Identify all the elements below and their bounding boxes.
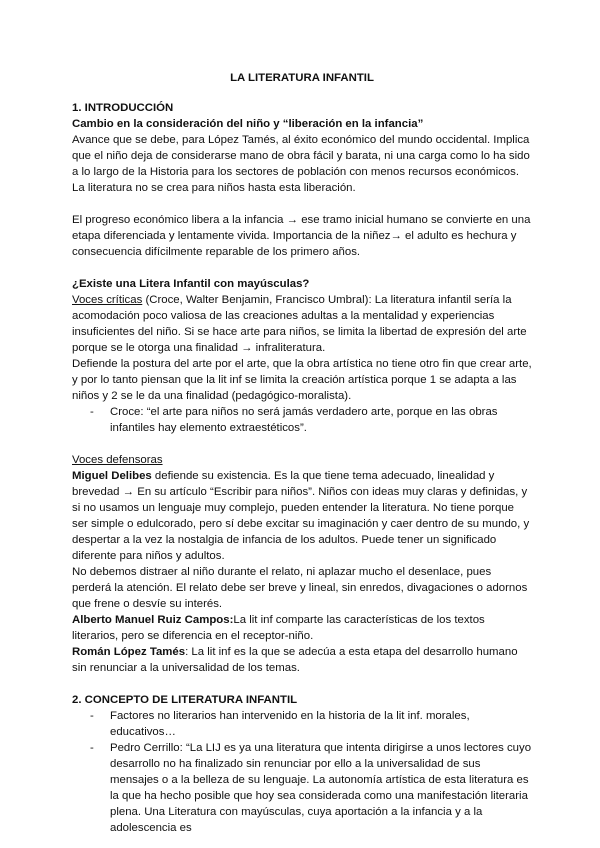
croce-list: [72, 404, 532, 436]
spacer: [72, 436, 532, 452]
voces-defensoras-heading: [72, 452, 532, 468]
list-item: - Factores no literarios han intervenido en la historia de la lit inf. morales, educativos…: [110, 708, 532, 740]
paragraph-distraer: No debemos distraer al niño durante el relato, ni aplazar mucho el desenlace, pues perderá la atención. El relato debe ser breve y lineal, sin enredos, divagaciones o adornos que frene o desvíe su interés.: [72, 566, 528, 610]
spacer: [72, 196, 532, 212]
paragraph-defiende: Defiende la postura del arte por el arte, que la obra artística no tiene otro fin que crear arte, y por lo tanto piensan que la lit inf se limita la creación artística porque 1 se adapta a las niños y 2 se le da una finalidad (pedagógico-moralista).: [72, 358, 532, 402]
lopez-tames-text: : La lit inf es la que se adecúa a esta etapa del desarrollo humano sin renunciar a la universalidad de los temas.: [72, 646, 518, 674]
lopez-tames-name: Román López Tamés: [72, 646, 186, 658]
paragraph-delibes: [72, 468, 532, 564]
voces-criticas-text: (Croce, Walter Benjamin, Francisco Umbral): La literatura infantil sería la acomodación poco valiosa de las creaciones adultas a la mentalidad y experiencias insuficientes del niño. Si se hace arte para niños, se limita la libertad de expresión del arte porque se le otorga una finalidad → infraliteratura.: [72, 294, 527, 354]
delibes-name: Miguel Delibes: [72, 470, 152, 482]
voces-defensoras-label: Voces defensoras: [72, 454, 163, 466]
voces-criticas-label: Voces críticas: [72, 294, 143, 306]
list-item: - Pedro Cerrillo: “La LIJ es ya una literatura que intenta dirigirse a unos lectores cuyo desarrollo no ha finalizado sin renunciar por ello a la universalidad de sus mensajes o a la belleza de su lenguaje. La autonomía artística de esta literatura es la que ha hecho posible que hoy sea considerada como una manifestación literaria plena. Una Literatura con mayúsculas, cuya aportación a la infancia y a la adolescencia es: [110, 740, 532, 836]
question-heading: ¿Existe una Litera Infantil con mayúsculas?: [72, 278, 310, 290]
ruiz-campos-name: Alberto Manuel Ruiz Campos:: [72, 614, 234, 626]
spacer: [72, 260, 532, 276]
section-heading-concepto: 2. CONCEPTO DE LITERATURA INFANTIL: [72, 694, 298, 706]
section-heading-introduccion: 1. INTRODUCCIÓN: [72, 102, 174, 114]
paragraph-avance: Avance que se debe, para López Tamés, al éxito económico del mundo occidental. Implica que el niño deja de considerarse mano de obra fácil y barata, ni una carga como lo ha sido a lo largo de la Historia para los sectores de población con menos recursos económicos. La literatura no se crea para niños hasta esta liberación.: [72, 134, 530, 194]
subheading-cambio: Cambio en la consideración del niño y “liberación en la infancia”: [72, 118, 424, 130]
document-title: LA LITERATURA INFANTIL: [230, 72, 374, 84]
paragraph-progreso: El progreso económico libera a la infancia → ese tramo inicial humano se convierte en una etapa diferenciada y lentamente vivida. Importancia de la niñez→ el adulto es hechura y consecuencia difícilmente reparable de los primero años.: [72, 214, 531, 258]
delibes-text: defiende su existencia. Es la que tiene tema adecuado, linealidad y brevedad → En su artículo “Escribir para niños”. Niños con ideas muy claras y definidas, y si no usamos un lenguaje muy complejo, pueden entender la literatura. No tiene porque ser simple o edulcorado, pero sí debe excitar su imaginación y caer dentro de su mundo, y despertar a la vez la nostalgia de infancia de los adultos. Puede tener un significado diferente para niños y adultos.: [72, 470, 530, 562]
paragraph-voces-criticas: [72, 292, 532, 356]
spacer: [72, 676, 532, 692]
ruiz-campos-text: La lit inf comparte las características de los textos literarios, pero se diferencia en el receptor-niño.: [72, 614, 485, 642]
list-item: - Croce: “el arte para niños no será jamás verdadero arte, porque en las obras infantiles hay elemento extraestéticos”.: [110, 404, 532, 436]
document-body: [72, 70, 532, 836]
concepto-list: [72, 708, 532, 836]
paragraph-ruiz-campos: [72, 612, 532, 644]
paragraph-lopez-tames: [72, 644, 532, 676]
